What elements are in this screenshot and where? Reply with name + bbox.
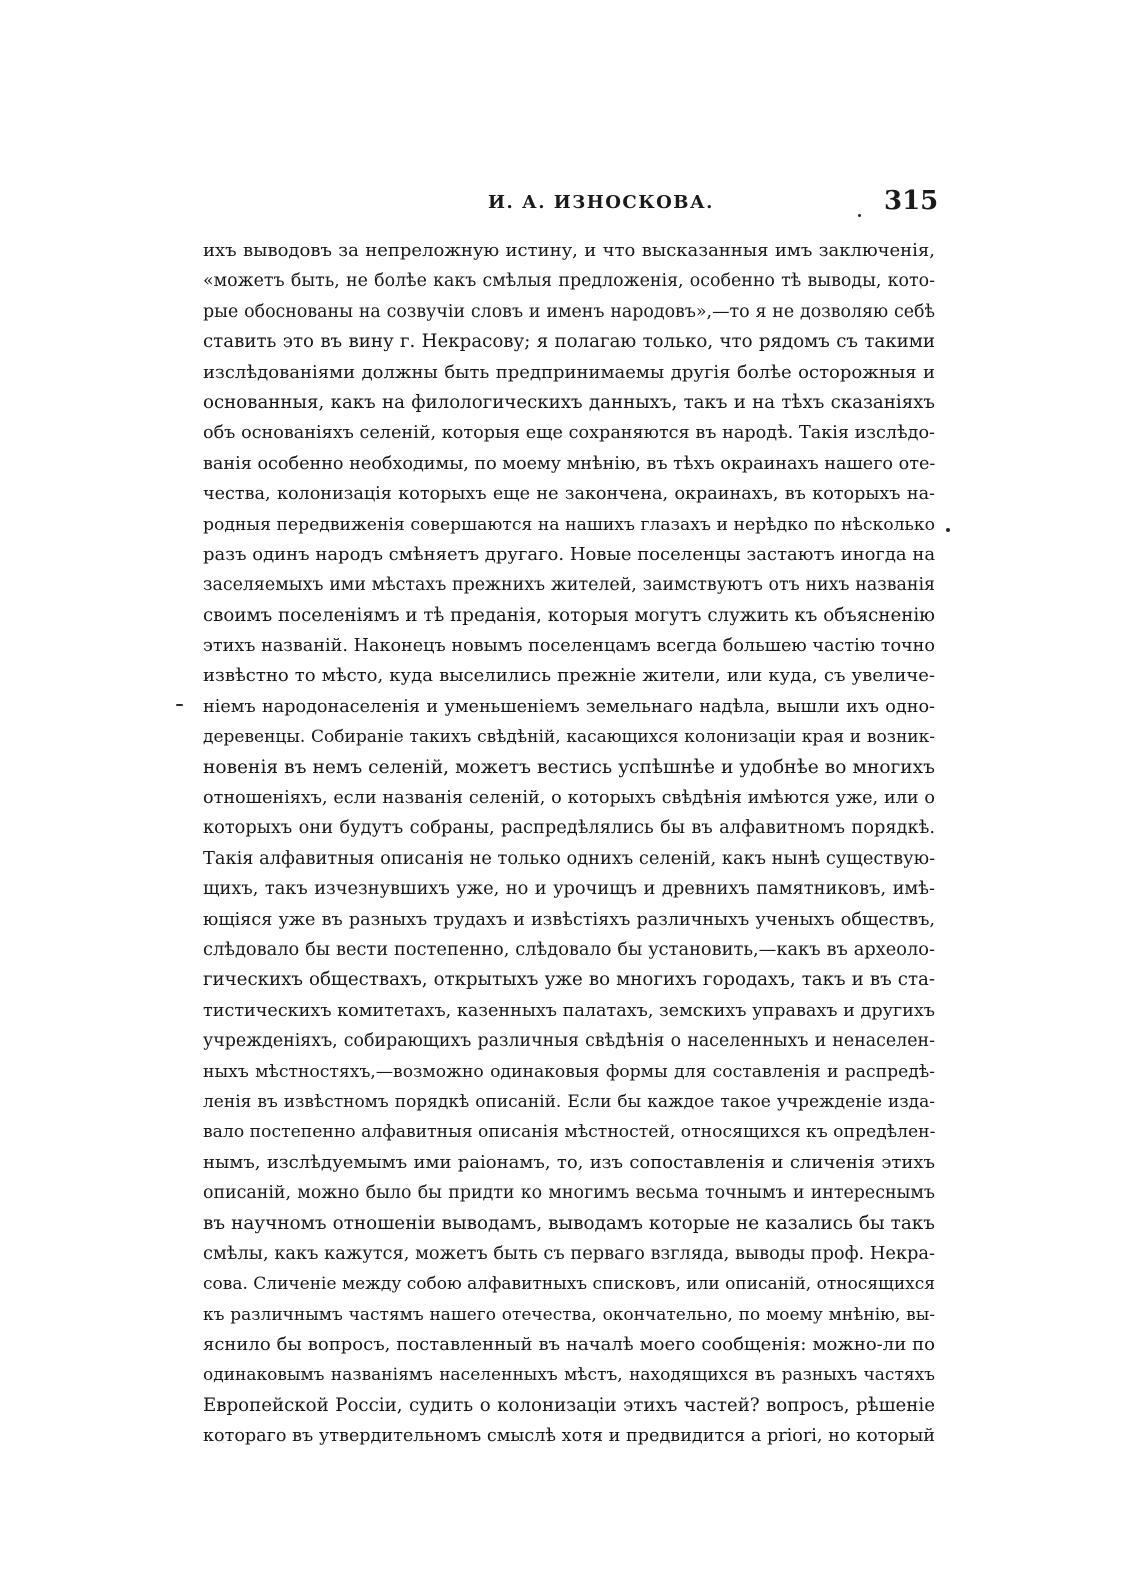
text-line: описаній, можно было бы придти ко многимъ весьма точнымъ и интереснымъ [203, 1183, 935, 1204]
text-line: Такія алфавитныя описанія не только однихъ селеній, какъ нынѣ существую- [203, 847, 935, 869]
text-line: рые обоснованы на созвучіи словъ и именъ народовъ»,—то я не дозволяю себѣ [203, 301, 935, 322]
print-speck [858, 214, 861, 217]
text-line: которыхъ они будутъ собраны, распредѣлялись бы въ алфавитномъ порядкѣ. [203, 817, 935, 839]
text-line: чества, колонизація которыхъ еще не закончена, окраинахъ, въ которыхъ на- [203, 484, 935, 505]
text-line: къ различнымъ частямъ нашего отечества, окончательно, по моему мнѣнію, вы- [203, 1304, 935, 1325]
page-number: 315 [884, 186, 939, 216]
text-line: извѣстно то мѣсто, куда выселились прежніе жители, или куда, съ увеличе- [203, 665, 935, 687]
text-line: яснило бы вопросъ, поставленный въ началѣ моего сообщенія: можно-ли по [203, 1334, 935, 1356]
text-line: заселяемыхъ ими мѣстахъ прежнихъ жителей, заимствуютъ отъ нихъ названія [203, 575, 935, 596]
text-line: новенія въ немъ селеній, можетъ вестись успѣшнѣе и удобнѣе во многихъ [203, 756, 935, 778]
text-line: ніемъ народонаселенія и уменьшеніемъ земельнаго надѣла, вышли ихъ одно- [203, 696, 935, 717]
text-line: основанныя, какъ на филологическихъ данныхъ, такъ и на тѣхъ сказаніяхъ [203, 391, 935, 413]
text-line: отношеніяхъ, если названія селеній, о которыхъ свѣдѣнія имѣются уже, или о [203, 788, 935, 809]
print-speck [176, 704, 183, 706]
text-line: объ основаніяхъ селеній, которыя еще сохраняются въ народѣ. Такія изслѣдо- [203, 423, 935, 444]
text-line: ставить это въ вину г. Некрасову; я полагаю только, что рядомъ съ такими [203, 331, 935, 353]
text-line: учрежденіяхъ, собирающихъ различныя свѣдѣнія о населенныхъ и ненаселен- [203, 1031, 935, 1052]
text-line: смѣлы, какъ кажутся, можетъ быть съ перваго взгляда, выводы проф. Некра- [203, 1242, 935, 1264]
text-line: ныхъ мѣстностяхъ,—возможно одинаковыя формы для составленія и распредѣ- [203, 1061, 935, 1082]
running-title: И. А. ИЗНОСКОВА. [488, 192, 714, 213]
text-line: нымъ, изслѣдуемымъ ими раіонамъ, то, изъ сопоставленія и сличенія этихъ [203, 1151, 935, 1173]
text-line: «можетъ быть, не болѣе какъ смѣлыя предложенія, особенно тѣ выводы, кото- [203, 271, 935, 292]
text-line: ленія въ извѣстномъ порядкѣ описаній. Если бы каждое такое учрежденіе изда- [203, 1091, 935, 1112]
text-line: тистическихъ комитетахъ, казенныхъ палатахъ, земскихъ управахъ и другихъ [203, 1000, 935, 1021]
body-text [203, 236, 935, 1452]
text-line: сова. Сличеніе между собою алфавитныхъ списковъ, или описаній, относящихся [203, 1274, 935, 1295]
text-line: разъ одинъ народъ смѣняетъ другаго. Новые поселенцы застаютъ иногда на [203, 543, 935, 565]
text-line: ющіяся уже въ разныхъ трудахъ и извѣстіяхъ различныхъ ученыхъ обществъ, [203, 909, 935, 930]
text-line: родныя передвиженія совершаются на нашихъ глазахъ и нерѣдко по нѣсколько [203, 514, 935, 535]
text-line: одинаковымъ названіямъ населенныхъ мѣстъ, находящихся въ разныхъ частяхъ [203, 1365, 935, 1386]
text-line: щихъ, такъ изчезнувшихъ уже, но и урочищъ и древнихъ памятниковъ, имѣ- [203, 878, 935, 900]
text-line: въ научномъ отношеніи выводамъ, выводамъ которые не казались бы такъ [203, 1212, 935, 1234]
text-line: Европейской Россіи, судить о колонизаціи этихъ частей? вопросъ, рѣшеніе [203, 1394, 935, 1416]
text-line: своимъ поселеніямъ и тѣ преданія, которыя могутъ служить къ объясненію [203, 604, 935, 626]
text-line: слѣдовало бы вести постепенно, слѣдовало бы установить,—какъ въ археоло- [203, 938, 935, 960]
text-line: ванія особенно необходимы, по моему мнѣнію, въ тѣхъ окраинахъ нашего оте- [203, 453, 935, 474]
text-line: деревенцы. Собираніе такихъ свѣдѣній, касающихся колонизаціи края и возник- [203, 727, 935, 748]
text-line: вало постепенно алфавитныя описанія мѣстностей, относящихся къ опредѣлен- [203, 1122, 935, 1143]
text-line: изслѣдованіями должны быть предпринимаемы другія болѣе осторожныя и [203, 361, 935, 383]
text-line: ихъ выводовъ за непреложную истину, и что высказанныя имъ заключенія, [203, 240, 935, 261]
text-line: гическихъ обществахъ, открытыхъ уже во многихъ городахъ, такъ и въ ста- [203, 969, 935, 991]
print-speck [946, 528, 950, 532]
text-line: котораго въ утвердительномъ смыслѣ хотя и предвидится а priori, но который [203, 1426, 935, 1447]
text-line: этихъ названій. Наконецъ новымъ поселенцамъ всегда большею частію точно [203, 636, 935, 657]
